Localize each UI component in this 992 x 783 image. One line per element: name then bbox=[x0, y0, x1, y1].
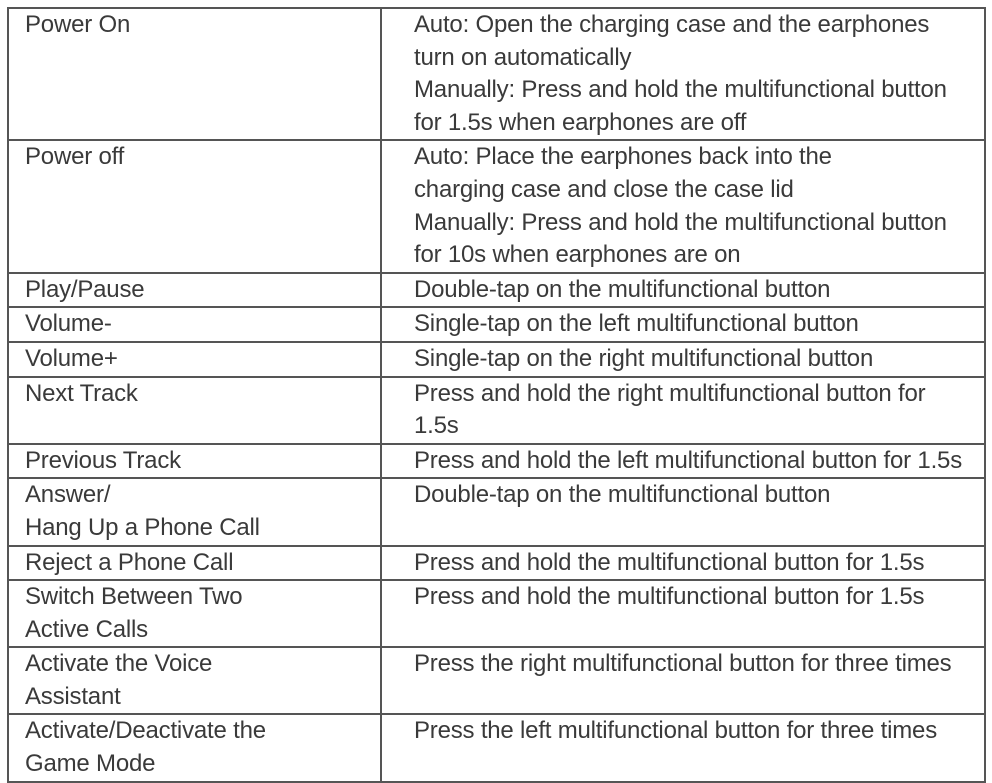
operation-text: Auto: Open the charging case and the earphones bbox=[414, 11, 930, 38]
function-label: Volume+ bbox=[25, 344, 118, 372]
function-cell bbox=[8, 444, 381, 479]
operation-text: Double-tap on the multifunctional button bbox=[414, 481, 831, 509]
operation-text: Press the right multifunctional button for three times bbox=[414, 650, 952, 678]
operation-cell bbox=[381, 307, 985, 342]
function-label: Volume- bbox=[25, 310, 112, 338]
operation-text: Press and hold the left multifunctional button for 1.5s bbox=[414, 446, 962, 474]
operation-text: turn on automatically bbox=[414, 43, 632, 71]
operation-text: charging case and close the case lid bbox=[414, 175, 794, 203]
operation-text: Double-tap on the multifunctional button bbox=[414, 275, 831, 303]
function-cell bbox=[8, 273, 381, 308]
table-row-switch-calls bbox=[8, 580, 985, 647]
operation-text: Single-tap on the left multifunctional button bbox=[414, 310, 859, 338]
function-label: Answer/ bbox=[25, 481, 111, 509]
function-label: Assistant bbox=[25, 682, 121, 710]
operation-text: Manually: Press and hold the multifunctional button bbox=[414, 208, 947, 236]
table-row-power-on bbox=[8, 8, 985, 140]
function-label: Switch Between Two bbox=[25, 583, 243, 611]
table-row-reject-call bbox=[8, 546, 985, 581]
function-label: Active Calls bbox=[25, 615, 148, 643]
operation-cell bbox=[381, 140, 985, 272]
earphone-controls-table bbox=[7, 7, 986, 783]
controls-table-body bbox=[8, 8, 985, 782]
table-row-voice-assistant bbox=[8, 647, 985, 714]
table-row-answer-hang-up bbox=[8, 478, 985, 545]
operation-cell bbox=[381, 546, 985, 581]
operation-text: Press and hold the right multifunctional button for bbox=[414, 379, 926, 407]
function-label: Play/Pause bbox=[25, 275, 145, 303]
operation-cell bbox=[381, 580, 985, 647]
operation-cell bbox=[381, 273, 985, 308]
function-label: Game Mode bbox=[25, 750, 156, 778]
function-label: Power On bbox=[25, 11, 131, 38]
table-row-volume-up bbox=[8, 342, 985, 377]
function-label: Previous Track bbox=[25, 446, 181, 474]
table-row-next-track bbox=[8, 377, 985, 444]
function-label: Power off bbox=[25, 143, 125, 171]
operation-cell bbox=[381, 342, 985, 377]
function-label: Activate the Voice bbox=[25, 650, 213, 678]
function-cell bbox=[8, 478, 381, 545]
function-label: Hang Up a Phone Call bbox=[25, 513, 260, 541]
function-cell bbox=[8, 377, 381, 444]
operation-cell bbox=[381, 444, 985, 479]
function-label: Next Track bbox=[25, 379, 138, 407]
operation-text: Single-tap on the right multifunctional button bbox=[414, 344, 874, 372]
function-cell bbox=[8, 140, 381, 272]
table-row-power-off bbox=[8, 140, 985, 272]
operation-cell bbox=[381, 8, 985, 140]
operation-text: 1.5s bbox=[414, 412, 459, 440]
table-row-play-pause bbox=[8, 273, 985, 308]
function-cell bbox=[8, 307, 381, 342]
function-label: Reject a Phone Call bbox=[25, 548, 234, 576]
operation-text: Press and hold the multifunctional button for 1.5s bbox=[414, 548, 925, 576]
operation-cell bbox=[381, 647, 985, 714]
operation-text: Auto: Place the earphones back into the bbox=[414, 143, 832, 171]
function-label: Activate/Deactivate the bbox=[25, 717, 266, 745]
operation-text: Press and hold the multifunctional button for 1.5s bbox=[414, 583, 925, 611]
function-cell bbox=[8, 342, 381, 377]
operation-cell bbox=[381, 478, 985, 545]
table-row-volume-down bbox=[8, 307, 985, 342]
operation-text: for 10s when earphones are on bbox=[414, 241, 741, 269]
operation-text: Manually: Press and hold the multifunctional button bbox=[414, 76, 947, 104]
operation-text: Press the left multifunctional button for three times bbox=[414, 717, 937, 745]
function-cell bbox=[8, 580, 381, 647]
operation-cell bbox=[381, 377, 985, 444]
function-cell bbox=[8, 8, 381, 140]
function-cell bbox=[8, 647, 381, 714]
table-row-previous-track bbox=[8, 444, 985, 479]
function-cell bbox=[8, 546, 381, 581]
operation-text: for 1.5s when earphones are off bbox=[414, 108, 747, 136]
